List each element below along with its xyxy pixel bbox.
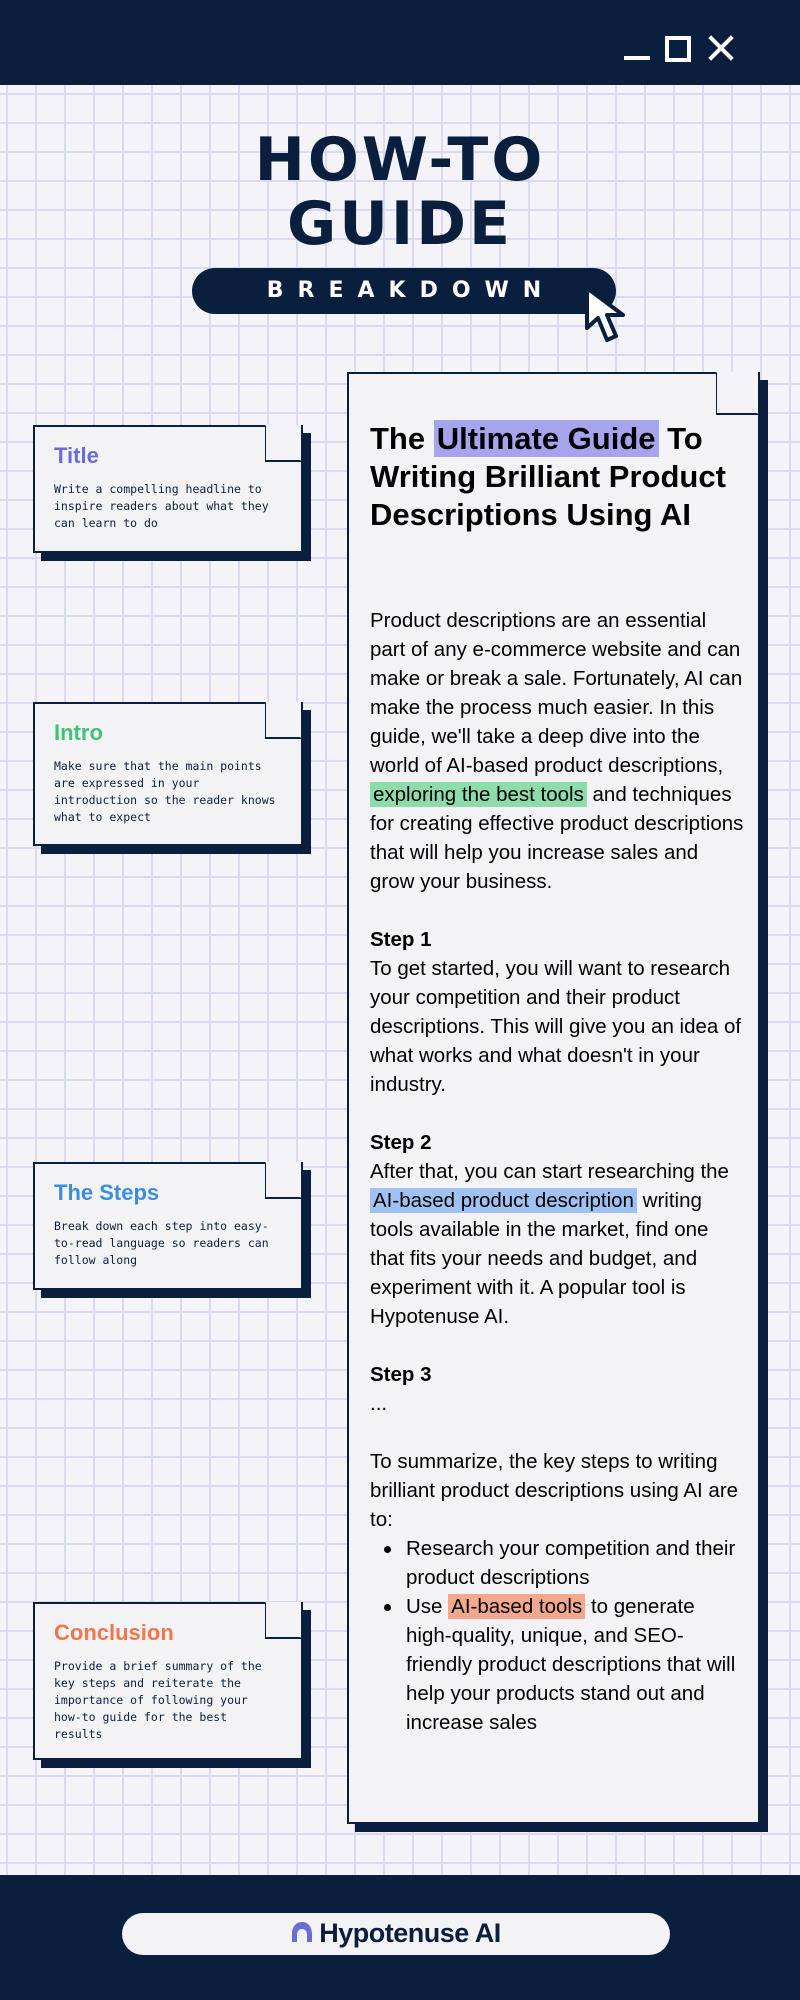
step-3 [370,1360,745,1418]
bullet-2-text-end: to generate high-quality, unique, and SEO-friendly product descriptions that will help your products stand out and increase sales [406,1595,736,1734]
section-card-steps [33,1162,303,1290]
brand-pill [122,1913,670,1955]
document-title-pre: The [370,421,426,456]
step-2-heading: Step 2 [370,1131,432,1154]
fold-corner-icon [265,1162,303,1200]
list-item [406,1592,745,1737]
cursor-icon [583,284,641,346]
section-description: Write a compelling headline to inspire readers about what they can learn to do [54,482,269,530]
step-1-heading: Step 1 [370,928,432,951]
document-title-highlight: Ultimate Guide [434,420,659,457]
close-icon[interactable] [707,34,735,62]
page-title-line2: GUIDE [286,189,514,259]
summary-text: To summarize, the key steps to writing brilliant product descriptions using AI are to: [370,1450,739,1531]
step-2-text: After that, you can start researching the [370,1160,729,1183]
section-title: The Steps [54,1180,160,1205]
document-title [370,420,740,534]
page-title-line1: HOW-TO [254,125,546,195]
section-card-intro [33,702,303,846]
section-title: Conclusion [54,1620,174,1645]
page-title [0,125,800,259]
brand-name: Hypotenuse AI [319,1918,501,1948]
title-bar [0,0,800,85]
fold-corner-icon [265,1602,303,1640]
list-item: Research your competition and their product descriptions [406,1534,745,1592]
intro-paragraph [370,606,745,896]
intro-text-end: and techniques for creating effective product descriptions that will help you increase sales and grow your business. [370,783,744,893]
summary-list [406,1534,745,1737]
fold-corner-icon [265,702,303,740]
section-title: Intro [54,720,103,745]
subtitle-pill: BREAKDOWN [192,268,616,314]
intro-text: Product descriptions are an essential part of any e-commerce website and can make or break a sale. Fortunately, AI can make the process much easier. In this guide, we'll take a deep dive into the world of AI-based product descriptions, [370,609,743,777]
section-card-title [33,425,303,553]
section-description: Provide a brief summary of the key steps and reiterate the importance of following your how-to guide for the best results [54,1659,262,1741]
intro-highlight: exploring the best tools [370,782,587,807]
bullet-2-text: Use [406,1595,443,1618]
step-3-text: ... [370,1392,388,1415]
step-2-text-end: writing tools available in the market, find one that fits your needs and budget, and experiment with it. A popular tool is Hypotenuse AI. [370,1189,709,1328]
section-description: Make sure that the main points are expressed in your introduction so the reader knows what to expect [54,759,276,824]
minimize-icon[interactable] [622,34,650,62]
document-body [370,606,745,1737]
fold-corner-icon [716,372,760,416]
fold-corner-icon [265,425,303,463]
document-title-post: To Writing Brilliant Product Descriptions Using AI [370,421,726,532]
hypotenuse-logo-icon [291,1921,313,1948]
step-2-highlight: AI-based product description [370,1188,637,1213]
summary-paragraph [370,1447,745,1737]
section-description: Break down each step into easy-to-read language so readers can follow along [54,1219,269,1267]
step-1 [370,925,745,1099]
step-1-text: To get started, you will want to research your competition and their product descriptions. This will give you an idea of what works and what doesn't in your industry. [370,957,742,1096]
section-card-conclusion [33,1602,303,1760]
maximize-icon[interactable] [665,36,691,62]
section-title: Title [54,443,99,468]
bullet-2-highlight: AI-based tools [448,1594,585,1619]
footer [0,1875,800,2000]
example-document [347,372,760,1824]
step-3-heading: Step 3 [370,1363,432,1386]
step-2 [370,1128,745,1331]
